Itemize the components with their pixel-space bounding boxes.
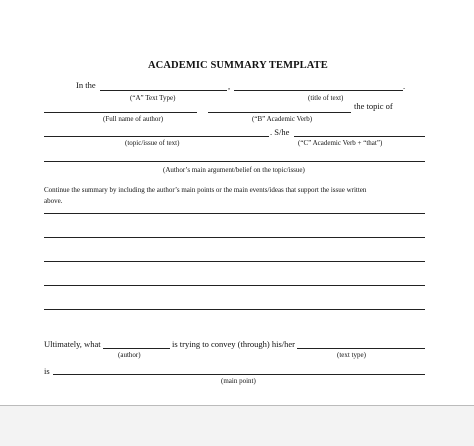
- writing-line[interactable]: [44, 309, 425, 310]
- bottom-frame: [0, 405, 474, 446]
- title-of-text-blank[interactable]: [234, 90, 403, 91]
- ultimately-label: Ultimately, what: [44, 339, 101, 349]
- topic-of-label: the topic of: [354, 101, 393, 111]
- main-argument-hint: (Author’s main argument/belief on the topic/issue): [163, 166, 305, 174]
- page-title: ACADEMIC SUMMARY TEMPLATE: [148, 60, 328, 71]
- main-argument-blank[interactable]: [44, 161, 425, 162]
- s-he-label: . S/he: [270, 127, 290, 137]
- title-of-text-hint: (title of text): [308, 94, 344, 102]
- text-type-hint: (“A” Text Type): [130, 94, 176, 102]
- topic-issue-blank[interactable]: [44, 136, 269, 137]
- academic-verb-b-hint: (“B” Academic Verb): [252, 115, 313, 123]
- writing-line[interactable]: [44, 237, 425, 238]
- writing-line[interactable]: [44, 285, 425, 286]
- author-name-hint: (Full name of author): [103, 115, 164, 123]
- academic-verb-c-blank[interactable]: [294, 136, 425, 137]
- period-mark: .: [403, 81, 406, 91]
- instructions-line-1: Continue the summary by including the author’s main points or the main events/ideas that support the issue written: [44, 186, 367, 194]
- writing-line[interactable]: [44, 261, 425, 262]
- is-label: is: [44, 366, 50, 376]
- closing-author-hint: (author): [118, 351, 141, 359]
- academic-verb-b-blank[interactable]: [208, 112, 351, 113]
- main-point-hint: (main point): [221, 377, 256, 385]
- writing-line[interactable]: [44, 213, 425, 214]
- closing-text-type-hint: (text type): [337, 351, 366, 359]
- academic-verb-c-hint: (“C” Academic Verb + “that”): [298, 139, 383, 147]
- in-the-label: In the: [76, 80, 96, 90]
- text-type-blank[interactable]: [100, 90, 227, 91]
- topic-issue-hint: (topic/issue of text): [125, 139, 180, 147]
- closing-author-blank[interactable]: [103, 348, 170, 349]
- author-name-blank[interactable]: [44, 112, 197, 113]
- comma-mark: ,: [228, 81, 231, 91]
- closing-text-type-blank[interactable]: [297, 348, 425, 349]
- main-point-blank[interactable]: [53, 374, 425, 375]
- convey-label: is trying to convey (through) his/her: [172, 339, 295, 349]
- instructions-line-2: above.: [44, 197, 63, 205]
